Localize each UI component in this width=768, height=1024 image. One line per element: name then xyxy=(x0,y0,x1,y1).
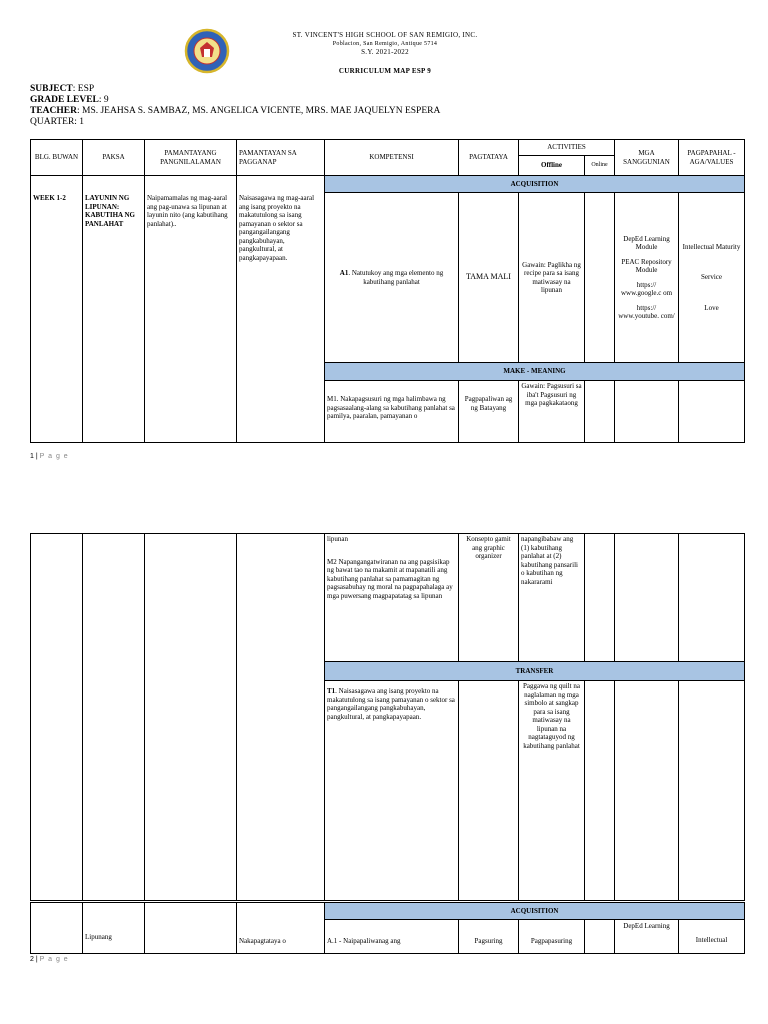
offline-m1: Gawain: Pagsusuri sa iba't Pagsusuri ng mga pagkakataong xyxy=(519,381,585,443)
school-address: Poblacion, San Remigio, Antique 5714 xyxy=(332,41,438,47)
sanggunian-p2 xyxy=(615,534,679,662)
sanggunian-next: DepEd Learning xyxy=(615,920,679,954)
band-acquisition-2: ACQUISITION xyxy=(325,903,745,920)
buwan-cell-p2 xyxy=(31,534,83,901)
col-offline: Offline xyxy=(519,156,585,176)
pagganap-next: Nakapagtataya o xyxy=(237,903,325,954)
col-buwan: BLG. BUWAN xyxy=(31,140,83,176)
values-t1 xyxy=(679,681,745,901)
pangnilalaman-cell-p2 xyxy=(145,534,237,901)
pagtataya-m1-cont: Konsepto gamit ang graphic organizer xyxy=(459,534,519,662)
page-footer-1: 1 | P a g e xyxy=(30,453,69,460)
competency-m1-m2: lipunan M2 Napangangatwiranan na ang pagsisikap ng bawat tao na makamit at mapanatili ang kabutihang panlahat sa pamamagitan ng pagsasabuhay ng moral na pagpapahalaga ay mga puwersang magpapatatag sa lipunan xyxy=(325,534,459,662)
competency-a1: A1. Natutukoy ang mga elemento ng kabutihang panlahat xyxy=(325,193,459,363)
col-online: Online xyxy=(585,156,615,176)
online-m1 xyxy=(585,381,615,443)
col-values: PAGPAPAHAL -AGA/VALUES xyxy=(679,140,745,176)
document-title: CURRICULUM MAP ESP 9 xyxy=(338,67,432,75)
online-m1-cont xyxy=(585,534,615,662)
grade-line: GRADE LEVEL: 9 xyxy=(30,95,109,105)
band-acquisition: ACQUISITION xyxy=(325,176,745,193)
curriculum-table-page2-next xyxy=(30,902,745,954)
buwan-next xyxy=(31,903,83,954)
col-kompetensi: KOMPETENSI xyxy=(325,140,459,176)
school-name: ST. VINCENT'S HIGH SCHOOL OF SAN REMIGIO, INC. xyxy=(292,31,478,39)
band-make-meaning: MAKE - MEANING xyxy=(325,363,745,381)
pagtataya-t1 xyxy=(459,681,519,901)
col-activities: ACTIVITIES xyxy=(519,140,615,156)
online-t1 xyxy=(585,681,615,901)
online-a1 xyxy=(585,193,615,363)
sanggunian-m1 xyxy=(615,381,679,443)
col-pagganap: PAMANTAYAN SA PAGGANAP xyxy=(237,140,325,176)
values-list: Intellectual Maturity Service Love xyxy=(679,193,745,363)
pagganap-cell-p2 xyxy=(237,534,325,901)
online-next xyxy=(585,920,615,954)
col-pangnilalaman: PAMANTAYANG PANGNILALAMAN xyxy=(145,140,237,176)
school-year: S.Y. 2021-2022 xyxy=(361,48,409,56)
pagtataya-m1: Pagpapaliwan ag ng Batayang xyxy=(459,381,519,443)
subject-line: SUBJECT: ESP xyxy=(30,84,95,94)
sanggunian-t1 xyxy=(615,681,679,901)
paksa-cell: LAYUNIN NG LIPUNAN: KABUTIHA NG PANLAHAT xyxy=(83,176,145,443)
competency-m1: M1. Nakapagsusuri ng mga halimbawa ng pagsasaalang-alang sa kabutihang panlahat sa pamilya, paaralan, pamayanan o xyxy=(325,381,459,443)
offline-next: Pagpapasuring xyxy=(519,920,585,954)
col-pagtataya: PAGTATAYA xyxy=(459,140,519,176)
curriculum-table-page2 xyxy=(30,533,745,901)
pagtataya-a1: TAMA MALI xyxy=(459,193,519,363)
pagganap-cell: Naisasagawa ng mag-aaral ang isang proyekto na makatutulong sa isang pamayanan o sektor sa pangangailangang pangkabuhayan, pangkultural, at pangkapayapaan. xyxy=(237,176,325,443)
competency-next-a1: A.1 - Naipapaliwanag ang xyxy=(325,920,459,954)
school-logo xyxy=(183,28,231,74)
values-next: Intellectual xyxy=(679,920,745,954)
offline-a1: Gawain: Paglikha ng recipe para sa isang matiwasay na lipunan xyxy=(519,193,585,363)
competency-t1: T1. Naisasagawa ang isang proyekto na makatutulong sa isang pamayanan o sektor sa pangangailangang pangkabuhayan, pangkultural, at pangkapayapaan. xyxy=(325,681,459,901)
offline-t1: Paggawa ng quilt na naglalaman ng mga simbolo at sangkap para sa isang matiwasay na lipunan na nagtataguyod ng kabutihang panlahat xyxy=(519,681,585,901)
values-m1 xyxy=(679,381,745,443)
paksa-next: Lipunang xyxy=(83,903,145,954)
pangnilalaman-next xyxy=(145,903,237,954)
sanggunian-list: DepEd Learning Module PEAC Repository Module https:// www.google.c om https:// www.youtube. com/ xyxy=(615,193,679,363)
pagtataya-next: Pagsuring xyxy=(459,920,519,954)
week-label: WEEK 1-2 xyxy=(31,176,83,443)
pangnilalaman-cell: Naipamamalas ng mag-aaral ang pag-unawa sa lipunan at layunin nito (ang kabutihang panlahat).. xyxy=(145,176,237,443)
page-footer-2: 2 | P a g e xyxy=(30,956,69,963)
teacher-line: TEACHER: MS. JEAHSA S. SAMBAZ, MS. ANGELICA VICENTE, MRS. MAE JAQUELYN ESPERA xyxy=(30,106,441,116)
offline-m1-cont: napangibabaw ang (1) kabutihang panlahat at (2) kabutihang pansarili o kabutihan ng nakararami xyxy=(519,534,585,662)
curriculum-table-page1 xyxy=(30,139,745,443)
col-paksa: PAKSA xyxy=(83,140,145,176)
paksa-cell-p2 xyxy=(83,534,145,901)
values-p2 xyxy=(679,534,745,662)
col-sanggunian: MGA SANGGUNIAN xyxy=(615,140,679,176)
quarter-line: QUARTER: 1 xyxy=(30,117,85,127)
band-transfer: TRANSFER xyxy=(325,662,745,681)
